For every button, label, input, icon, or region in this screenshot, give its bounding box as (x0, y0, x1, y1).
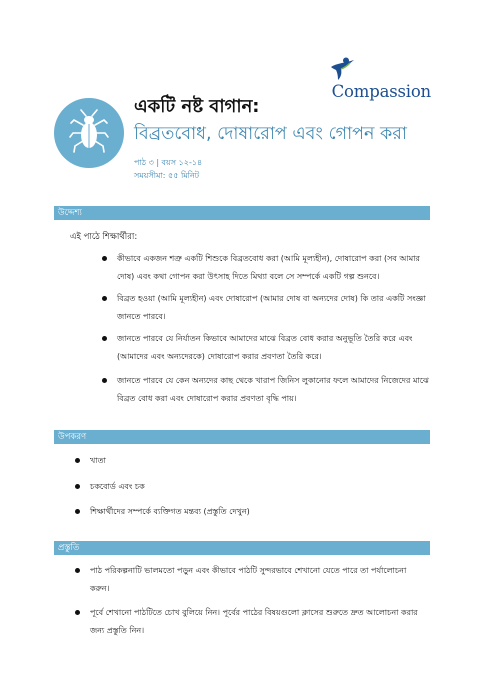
prep-text: পাঠ পরিকল্পনাটি ভালমতো পড়ুন এবং কীভাবে পাঠটি সুন্দরভাবে শেখানো যেতে পারে তা পর্যালোচনা করুন। (90, 566, 407, 593)
objective-text: কীভাবে একজন শত্রু একটি শিশুকে বিব্রতবোধ করা (আমি মূল্যহীন), দোষারোপ করা (সব আমার দোষ) এবং কথা গোপন করা উৎসাহ দিতে মিথ্যা বলে সে সম্পর্কে একটি গল্প শুনবে। (117, 254, 420, 281)
prep-text: পূর্বে শেখানো পাঠটিতে চোখ বুলিয়ে নিন। পূর্বের পাঠের বিষয়গুলো ক্লাসের শুরুতে দ্রুত আলোচনা করার জন্য প্রস্তুতি নিন। (90, 608, 418, 635)
bullet-icon (75, 458, 80, 463)
page-title: একটি নষ্ট বাগান: (134, 96, 260, 117)
preparation-heading: প্রস্তুতি (54, 541, 430, 555)
list-item (90, 478, 420, 496)
objectives-heading: উদ্দেশ্য (54, 206, 430, 220)
compassion-figure-icon (329, 57, 355, 81)
list-item (90, 503, 420, 521)
bug-icon (66, 108, 112, 158)
list-item (117, 372, 433, 408)
lesson-badge (54, 98, 124, 168)
compassion-logo (311, 57, 431, 101)
objectives-intro: এই পাঠে শিক্ষার্থীরা: (70, 232, 138, 242)
list-item (90, 562, 426, 598)
material-text: শিক্ষার্থীদের সম্পর্কে ব্যক্তিগত মন্তব্য (প্রস্তুতি দেখুন) (90, 507, 250, 516)
material-text: চকবোর্ড এবং চক (90, 482, 145, 491)
list-item (117, 250, 433, 286)
bullet-icon (75, 610, 80, 615)
objective-text: জানতে পারবে যে কেন অন্যদের কাছ থেকে খারাপ জিনিস লুকানোর ফলে আমাদের নিজেদের মাঝে বিব্রত বোধ করা এবং দোষারোপ করার প্রবণতা বৃদ্ধি পায়। (117, 376, 429, 403)
bullet-icon (102, 336, 107, 341)
page-subtitle: বিব্রতবোধ, দোষারোপ এবং গোপন করা (134, 124, 407, 144)
duration-info: সময়সীমা: ৫৫ মিনিট (134, 171, 200, 180)
objective-text: জানতে পারবে যে নির্যাতন কিভাবে আমাদের মাঝে বিব্রত বোধ করার অনুভূতি তৈরি করে এবং (আমাদের এবং অন্যদেরকে) দোষারোপ করার প্রবণতা তৈরি করে। (117, 334, 413, 361)
bullet-icon (102, 296, 107, 301)
objective-text: বিব্রত হওয়া (আমি মূল্যহীন) এবং দোষারোপ (আমার দোষ বা অন্যদের দোষ) কি তার একটি সংজ্ঞা জানতে পারবে। (117, 294, 426, 321)
list-item (117, 330, 433, 366)
bullet-icon (102, 378, 107, 383)
material-text: খাতা (90, 456, 106, 465)
bullet-icon (75, 509, 80, 514)
list-item (90, 452, 420, 470)
list-item (117, 290, 433, 326)
lesson-age-info: পাঠ ৩ | বয়স ১২-১৪ (134, 158, 203, 167)
list-item (90, 604, 426, 640)
materials-heading: উপকরণ (54, 430, 430, 444)
logo-text: Compassion (331, 82, 431, 101)
bullet-icon (102, 256, 107, 261)
bullet-icon (75, 484, 80, 489)
bullet-icon (75, 568, 80, 573)
